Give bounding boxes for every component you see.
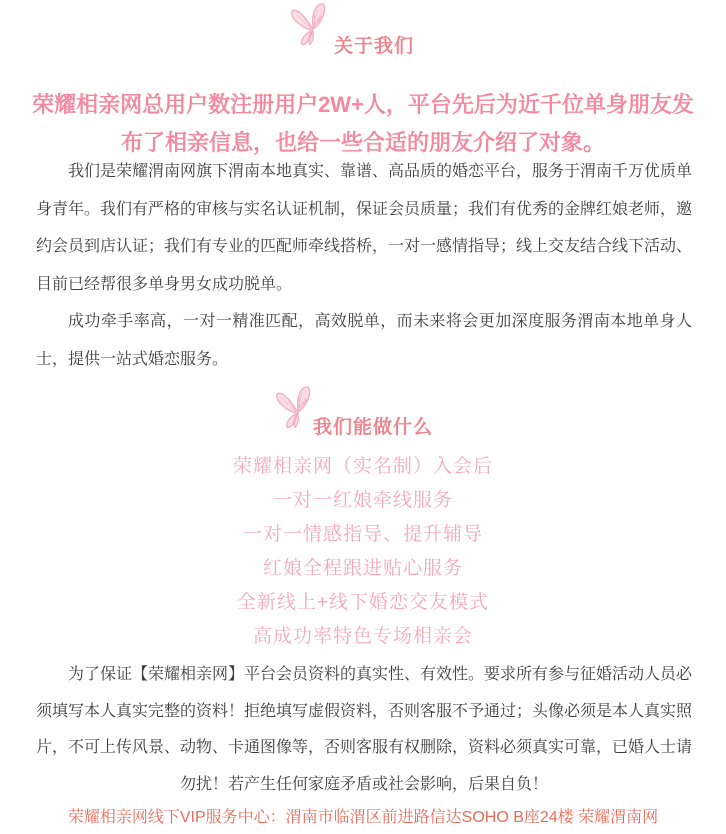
vip-service-center-address: 荣耀相亲网线下VIP服务中心：渭南市临渭区前进路信达SOHO B座24楼 荣耀渭南网: [67, 809, 659, 826]
service-list-item: 一对一情感指导、提升辅导: [242, 524, 483, 545]
service-list-item: 荣耀相亲网（实名制）入会后: [232, 456, 493, 477]
service-list-item: 一对一红娘牵线服务: [272, 490, 453, 511]
about-paragraph: 成功牵手率高，一对一精准匹配，高效脱单，而未来将会更加深度服务渭南本地单身人士，提供一站式婚恋服务。: [36, 313, 692, 368]
about-paragraph: 我们是荣耀渭南网旗下渭南本地真实、靠谱、高品质的婚恋平台，服务于渭南千万优质单身青年。我们有严格的审核与实名认证机制，保证会员质量；我们有优秀的金牌红娘老师，邀约会员到店认证；我们有专业的匹配师牵线搭桥，一对一感情指导；线上交友结合线下活动、目前已经帮很多单身男女成功脱单。: [36, 163, 693, 293]
section-title-services: 我们能做什么: [313, 417, 434, 438]
service-list-item: 高成功率特色专场相亲会: [252, 626, 473, 647]
about-headline: 荣耀相亲网总用户数注册用户2W+人，平台先后为近千位单身朋友发布了相亲信息，也给一些合适的朋友介绍了对象。: [32, 92, 694, 155]
service-list-item: 红娘全程跟进贴心服务: [262, 558, 463, 579]
section-title-about: 关于我们: [334, 36, 415, 57]
service-list-item: 全新线上+线下婚恋交友模式: [236, 592, 490, 613]
membership-notice: 为了保证【荣耀相亲网】平台会员资料的真实性、有效性。要求所有参与征婚活动人员必须填写本人真实完整的资料！拒绝填写虚假资料，否则客服不予通过；头像必须是本人真实照片，不可上传风景、动物、卡通图像等，否则客服有权删除，资料必须真实可靠，已婚人士请勿扰！若产生任何家庭矛盾或社会影响，后果自负！: [36, 666, 693, 793]
service-list: [0, 450, 726, 654]
butterfly-icon: [288, 0, 336, 52]
